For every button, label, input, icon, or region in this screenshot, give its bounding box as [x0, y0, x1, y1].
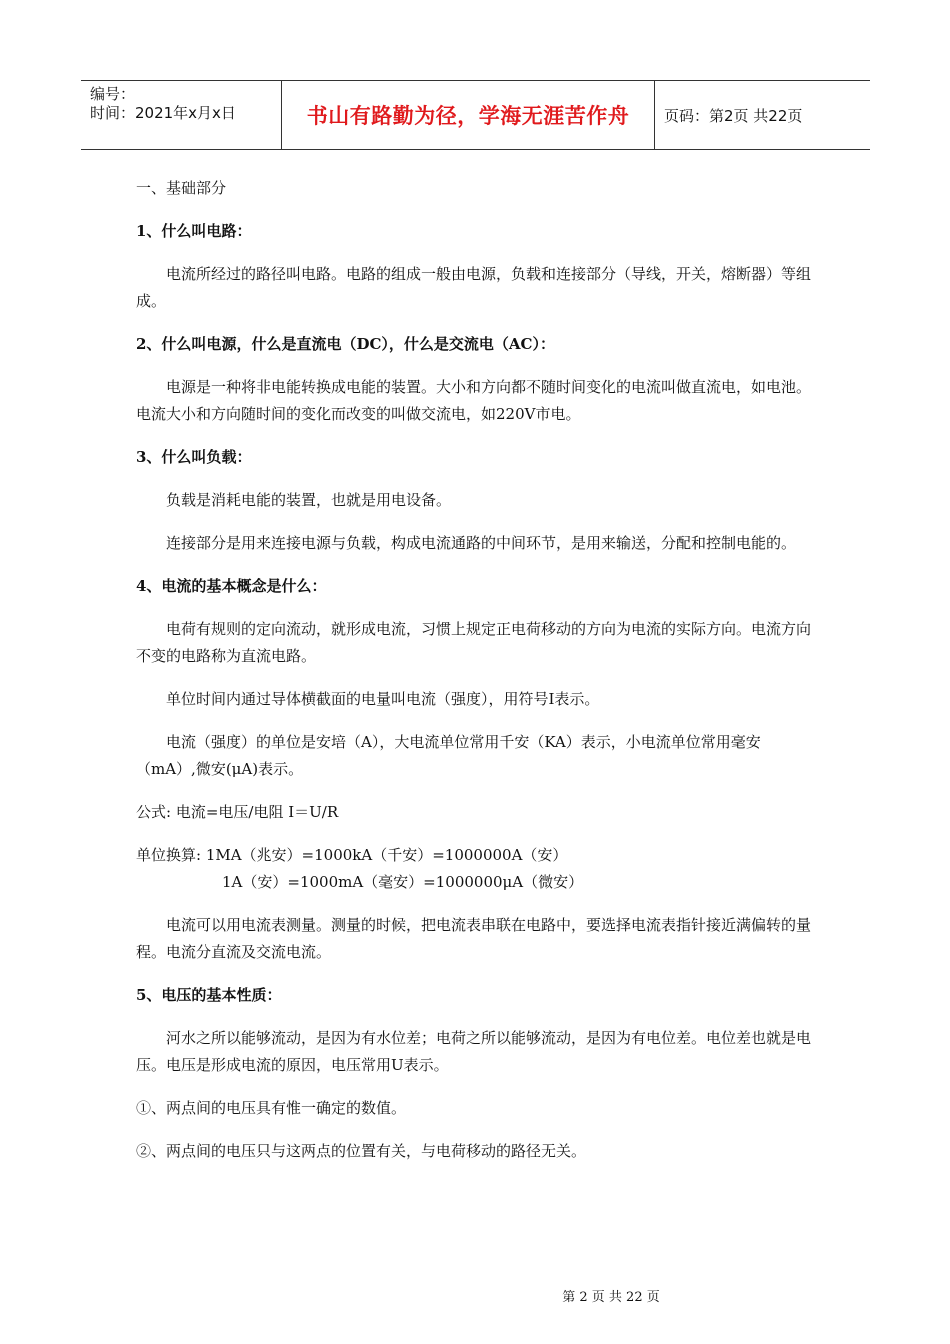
question-4-paragraph-4: 电流可以用电流表测量。测量的时候，把电流表串联在电路中，要选择电流表指针接近满偏转的量程。电流分直流及交流电流。 — [136, 916, 812, 961]
footer-page-number: 第 2 页 共 22 页 — [562, 1290, 660, 1305]
question-4-paragraph-1: 电荷有规则的定向流动，就形成电流，习惯上规定正电荷移动的方向为电流的实际方向。电流方向不变的电路称为直流电路。 — [136, 620, 812, 665]
voltage-property-2: ②、两点间的电压只与这两点的位置有关，与电荷移动的路径无关。 — [136, 1142, 587, 1160]
header-page-info: 页码：第2页 共22页 — [664, 106, 803, 125]
document-time: 时间：2021年x月x日 — [90, 104, 236, 122]
section-title: 一、基础部分 — [136, 179, 227, 197]
document-body — [136, 175, 816, 1181]
header-meta — [81, 81, 282, 149]
question-2-title: 2、什么叫电源，什么是直流电（DC），什么是交流电（AC）： — [136, 335, 555, 353]
question-3-paragraph-1: 负载是消耗电能的装置，也就是用电设备。 — [166, 491, 452, 509]
question-4-title: 4、电流的基本概念是什么： — [136, 577, 327, 595]
question-1-title: 1、什么叫电路： — [136, 222, 252, 240]
question-5-paragraph: 河水之所以能够流动，是因为有水位差；电荷之所以能够流动，是因为有电位差。电位差也就是电压。电压是形成电流的原因，电压常用U表示。 — [136, 1029, 812, 1074]
current-formula: 公式: 电流=电压/电阻 I＝U/R — [136, 803, 339, 821]
unit-conversion-1: 单位换算: 1MA（兆安）=1000kA（千安）=1000000A（安） — [136, 846, 568, 864]
page-header — [81, 80, 870, 150]
question-4-paragraph-3: 电流（强度）的单位是安培（A），大电流单位常用千安（KA）表示，小电流单位常用毫安（mA）,微安(μA)表示。 — [136, 733, 761, 778]
unit-conversion-2: 1A（安）=1000mA（毫安）=1000000μA（微安） — [222, 873, 584, 891]
question-2-paragraph: 电源是一种将非电能转换成电能的装置。大小和方向都不随时间变化的电流叫做直流电，如电池。电流大小和方向随时间的变化而改变的叫做交流电，如220V市电。 — [136, 378, 812, 423]
voltage-property-1: ①、两点间的电压具有惟一确定的数值。 — [136, 1099, 407, 1117]
question-5-title: 5、电压的基本性质： — [136, 986, 282, 1004]
question-3-title: 3、什么叫负载： — [136, 448, 252, 466]
question-4-paragraph-2: 单位时间内通过导体横截面的电量叫电流（强度），用符号I表示。 — [166, 690, 600, 708]
question-3-paragraph-2: 连接部分是用来连接电源与负载，构成电流通路的中间环节，是用来输送，分配和控制电能的。 — [166, 534, 797, 552]
page-footer — [0, 1286, 950, 1305]
header-motto: 书山有路勤为径，学海无涯苦作舟 — [282, 81, 655, 149]
question-1-paragraph: 电流所经过的路径叫电路。电路的组成一般由电源，负载和连接部分（导线，开关，熔断器）等组成。 — [136, 265, 812, 310]
document-code: 编号： — [90, 85, 136, 103]
